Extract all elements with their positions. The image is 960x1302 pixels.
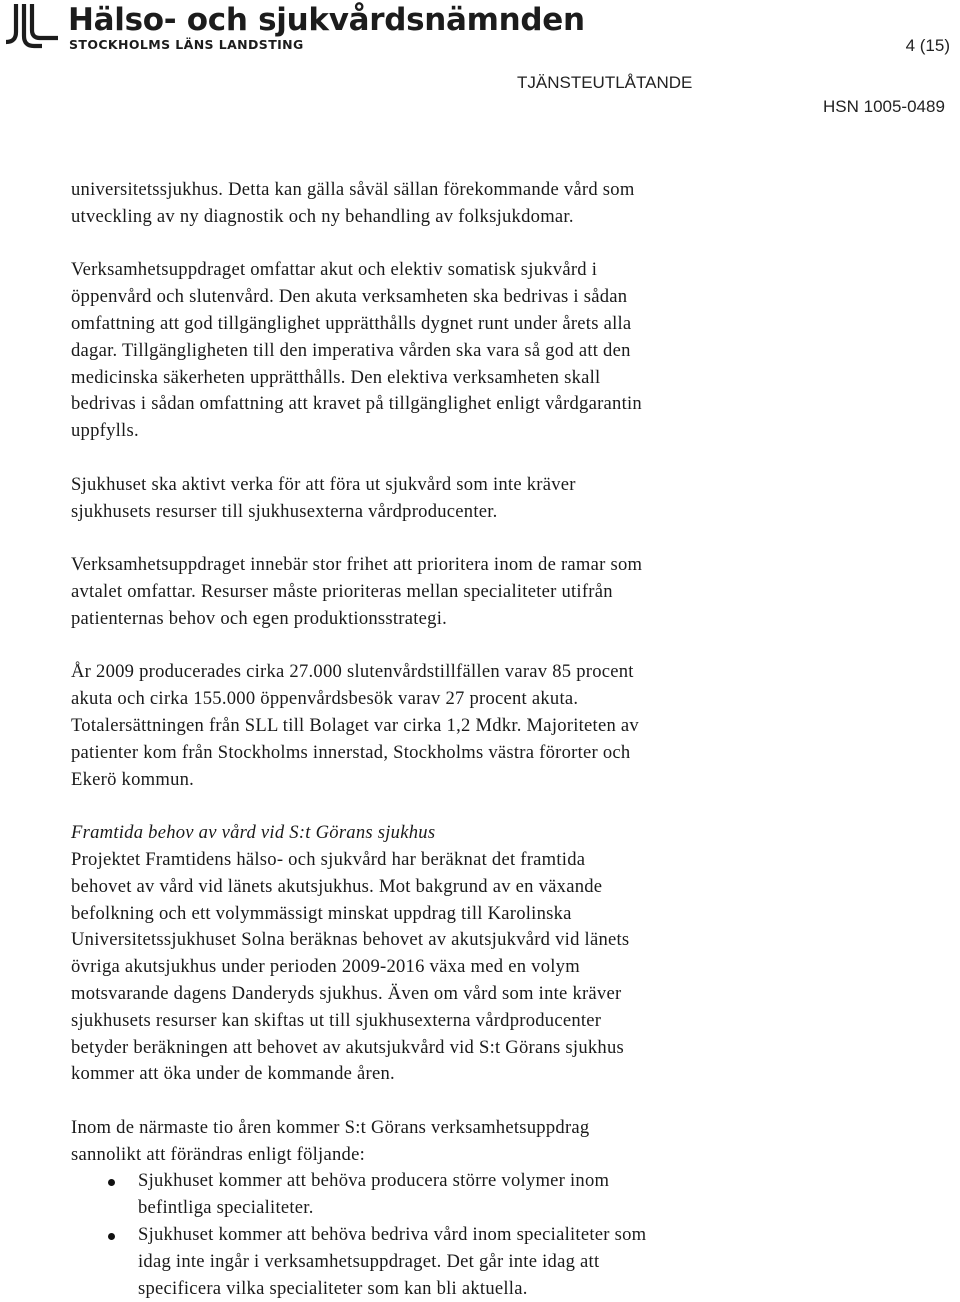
bullet-text: Sjukhuset kommer att behöva bedriva vård inom specialiteter som idag inte ingår i verksamhetsuppdraget. Det går inte idag att specificera vilka specialiteter som kan bli aktuella. (138, 1224, 647, 1299)
paragraph-2: Verksamhetsuppdraget omfattar akut och elektiv somatisk sjukvård i öppenvård och slutenvård. Den akuta verksamheten ska bedrivas i sådan omfattning att god tillgänglighet upprätthålls dygnet runt under årets alla dagar. Tillgängligheten till den imperativa vården ska vara så god att den medicinska säkerheten upprätthålls. Den elektiva verksamheten skall bedrivas i sådan omfattning att kravet på tillgänglighet enligt vårdgarantin uppfylls. (71, 259, 642, 442)
paragraph-7: Inom de närmaste tio åren kommer S:t Görans verksamhetsuppdrag sannolikt att förändras enligt följande: (71, 1116, 590, 1165)
paragraph-6: Projektet Framtidens hälso- och sjukvård har beräknat det framtida behovet av vård vid länets akutsjukhus. Mot bakgrund av en växande befolkning och ett volymmässigt minskat uppdrag till Karolinska Universitetssjukhuset Solna beräknas behovet av akutsjukvård vid länets övriga akutsjukhus under perioden 2009-2016 växa med en volym motsvarande dagens Danderyds sjukhus. Även om vård som inte kräver sjukhusets resurser kan skiftas ut till sjukhusexterna vårdproducenter betyder beräkningen att behovet av akutsjukvård vid S:t Görans sjukhus kommer att öka under de kommande åren. (71, 848, 630, 1085)
bullet-icon (108, 1179, 115, 1186)
list-item (71, 1222, 931, 1302)
paragraph-5: År 2009 producerades cirka 27.000 slutenvårdstillfällen varav 85 procent akuta och cirka 155.000 öppenvårdsbesök varav 27 procent akuta. Totalersättningen från SLL till Bolaget var cirka 1,2 Mdkr. Majoriteten av patienter kom från Stockholms innerstad, Stockholms västra förorter och Ekerö kommun. (71, 661, 639, 790)
section-future-needs (71, 820, 931, 1088)
document-reference: HSN 1005-0489 (823, 97, 945, 116)
bullet-text: Sjukhuset kommer att behöva producera större volymer inom befintliga specialiteter. (138, 1170, 610, 1219)
page-number: 4 (15) (905, 36, 950, 55)
list-item (71, 1168, 931, 1222)
section-heading: Framtida behov av vård vid S:t Görans sjukhus (71, 822, 436, 844)
paragraph-1: universitetssjukhus. Detta kan gälla såväl sällan förekommande vård som utveckling av ny diagnostik och ny behandling av folksjukdomar. (71, 179, 635, 227)
paragraph-3: Sjukhuset ska aktivt verka för att föra ut sjukvård som inte kräver sjukhusets resurser till sjukhusexterna vårdproducenter. (71, 473, 576, 522)
org-subtitle: STOCKHOLMS LÄNS LANDSTING (69, 37, 304, 52)
bullet-list (71, 1168, 931, 1302)
sll-logo-icon (2, 2, 60, 50)
bullet-icon (108, 1233, 115, 1240)
document-type: TJÄNSTEUTLÅTANDE (517, 73, 693, 92)
org-name: Hälso- och sjukvårdsnämnden (68, 2, 585, 38)
header-logo (0, 0, 585, 52)
paragraph-4: Verksamhetsuppdraget innebär stor frihet att prioritera inom de ramar som avtalet omfattar. Resurser måste prioriteras mellan specialiteter utifrån patienternas behov och egen produktionsstrategi. (71, 554, 643, 629)
document-body (71, 177, 931, 1302)
